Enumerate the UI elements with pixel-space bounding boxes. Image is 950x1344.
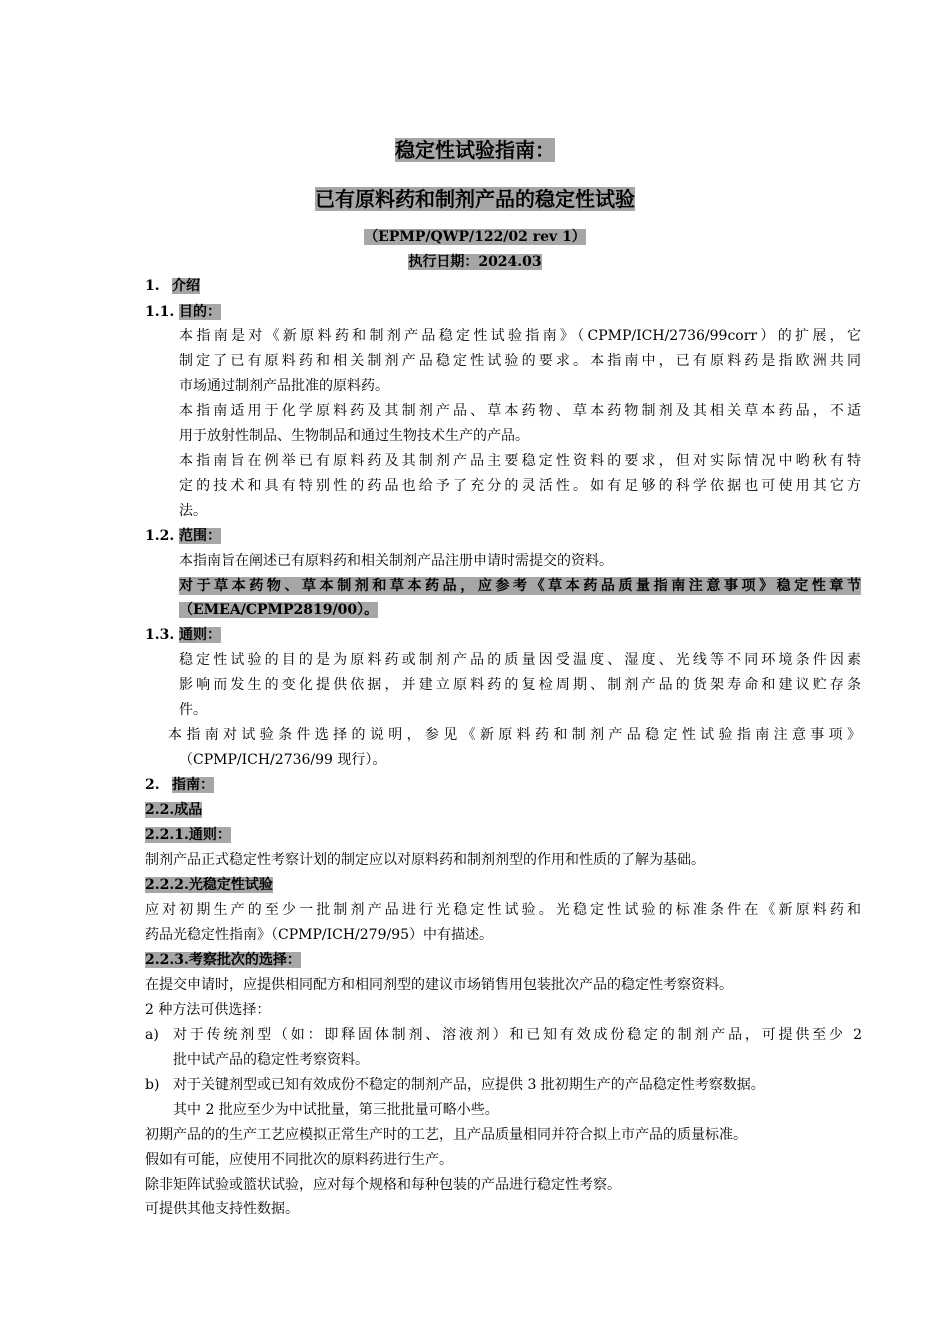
section-2-heading: 2. 指南： bbox=[145, 777, 214, 793]
paragraph-line: 制定了已有原料药和相关制剂产品稳定性试验的要求。本指南中，已有原料药是指欧洲共同 bbox=[179, 353, 861, 369]
paragraph-line: 初期产品的的生产工艺应模拟正常生产时的工艺，且产品质量相同并符合拟上市产品的质量标准。 bbox=[145, 1127, 747, 1143]
paragraph-line: 2 种方法可供选择： bbox=[145, 1002, 271, 1018]
section-1-heading: 1. 介绍 bbox=[145, 278, 200, 294]
section-2-2-3-heading: 2.2.3.考察批次的选择： bbox=[145, 952, 301, 968]
section-2-2-1-heading: 2.2.1.通则： bbox=[145, 827, 231, 843]
paragraph-line: 可提供其他支持性数据。 bbox=[145, 1201, 299, 1217]
herbal-note-line: 对于草本药物、草本制剂和草本药品，应参考《草本药品质量指南注意事项》稳定性章节 bbox=[179, 578, 861, 594]
section-2-2-2-heading: 2.2.2.光稳定性试验 bbox=[145, 877, 273, 893]
herbal-note-line: （EMEA/CPMP2819/00）。 bbox=[179, 602, 379, 618]
paragraph-line: 制剂产品正式稳定性考察计划的制定应以对原料药和制剂剂型的作用和性质的了解为基础。 bbox=[145, 852, 705, 868]
paragraph-line: 本指南适用于化学原料药及其制剂产品、草本药物、草本药物制剂及其相关草本药品，不适 bbox=[179, 403, 861, 419]
paragraph-line: 药品光稳定性指南》（CPMP/ICH/279/95）中有描述。 bbox=[145, 927, 494, 943]
doc-reference: （EPMP/QWP/122/02 rev 1） bbox=[364, 229, 586, 245]
paragraph-line: 应对初期生产的至少一批制剂产品进行光稳定性试验。光稳定性试验的标准条件在《新原料药和 bbox=[145, 902, 861, 918]
paragraph-line: 用于放射性制品、生物制品和通过生物技术生产的产品。 bbox=[179, 428, 529, 444]
paragraph-line: 本指南是对《新原料药和制剂产品稳定性试验指南》（CPMP/ICH/2736/99corr）的扩展，它 bbox=[179, 328, 861, 344]
paragraph-line: 影响而发生的变化提供依据，并建立原料药的复检周期、制剂产品的货架寿命和建议贮存条 bbox=[179, 677, 861, 693]
list-item-b-continuation: 其中 2 批应至少为中试批量，第三批批量可略小些。 bbox=[173, 1102, 499, 1118]
paragraph-line: 定的技术和具有特别性的药品也给予了充分的灵活性。如有足够的科学依据也可使用其它方 bbox=[179, 478, 861, 494]
doc-subtitle: 已有原料药和制剂产品的稳定性试验 bbox=[315, 187, 635, 211]
list-item-a: a) 对于传统剂型（如：即释固体制剂、溶液剂）和已知有效成份稳定的制剂产品，可提供至少 2 bbox=[145, 1027, 862, 1043]
paragraph-line: 除非矩阵试验或篮状试验，应对每个规格和每种包装的产品进行稳定性考察。 bbox=[145, 1177, 621, 1193]
section-1-1-heading: 1.1. 目的： bbox=[145, 304, 221, 320]
doc-effective-date: 执行日期：2024.03 bbox=[408, 254, 542, 270]
paragraph-line: 假如有可能，应使用不同批次的原料药进行生产。 bbox=[145, 1152, 453, 1168]
section-1-2-heading: 1.2. 范围： bbox=[145, 528, 221, 544]
paragraph-line: （CPMP/ICH/2736/99 现行）。 bbox=[179, 752, 387, 768]
paragraph-line: 本指南旨在阐述已有原料药和相关制剂产品注册申请时需提交的资料。 bbox=[179, 553, 613, 569]
list-item-b: b) 对于关键剂型或已知有效成份不稳定的制剂产品，应提供 3 批初期生产的产品稳定性考察数据。 bbox=[145, 1077, 765, 1093]
paragraph-line: 本指南旨在例举已有原料药及其制剂产品主要稳定性资料的要求，但对实际情况中哟秋有特 bbox=[179, 453, 861, 469]
paragraph-line: 法。 bbox=[179, 503, 207, 519]
paragraph-line: 稳定性试验的目的是为原料药或制剂产品的质量因受温度、湿度、光线等不同环境条件因素 bbox=[179, 652, 861, 668]
paragraph-line: 件。 bbox=[179, 702, 207, 718]
section-2-2-heading: 2.2.成品 bbox=[145, 802, 203, 818]
section-1-3-heading: 1.3. 通则： bbox=[145, 627, 221, 643]
paragraph-line: 在提交申请时，应提供相同配方和相同剂型的建议市场销售用包装批次产品的稳定性考察资料。 bbox=[145, 977, 733, 993]
doc-title: 稳定性试验指南： bbox=[395, 138, 555, 162]
list-item-a-continuation: 批中试产品的稳定性考察资料。 bbox=[173, 1052, 369, 1068]
paragraph-line: 本指南对试验条件选择的说明，参见《新原料药和制剂产品稳定性试验指南注意事项》 bbox=[168, 727, 861, 743]
paragraph-line: 市场通过制剂产品批准的原料药。 bbox=[179, 378, 389, 394]
